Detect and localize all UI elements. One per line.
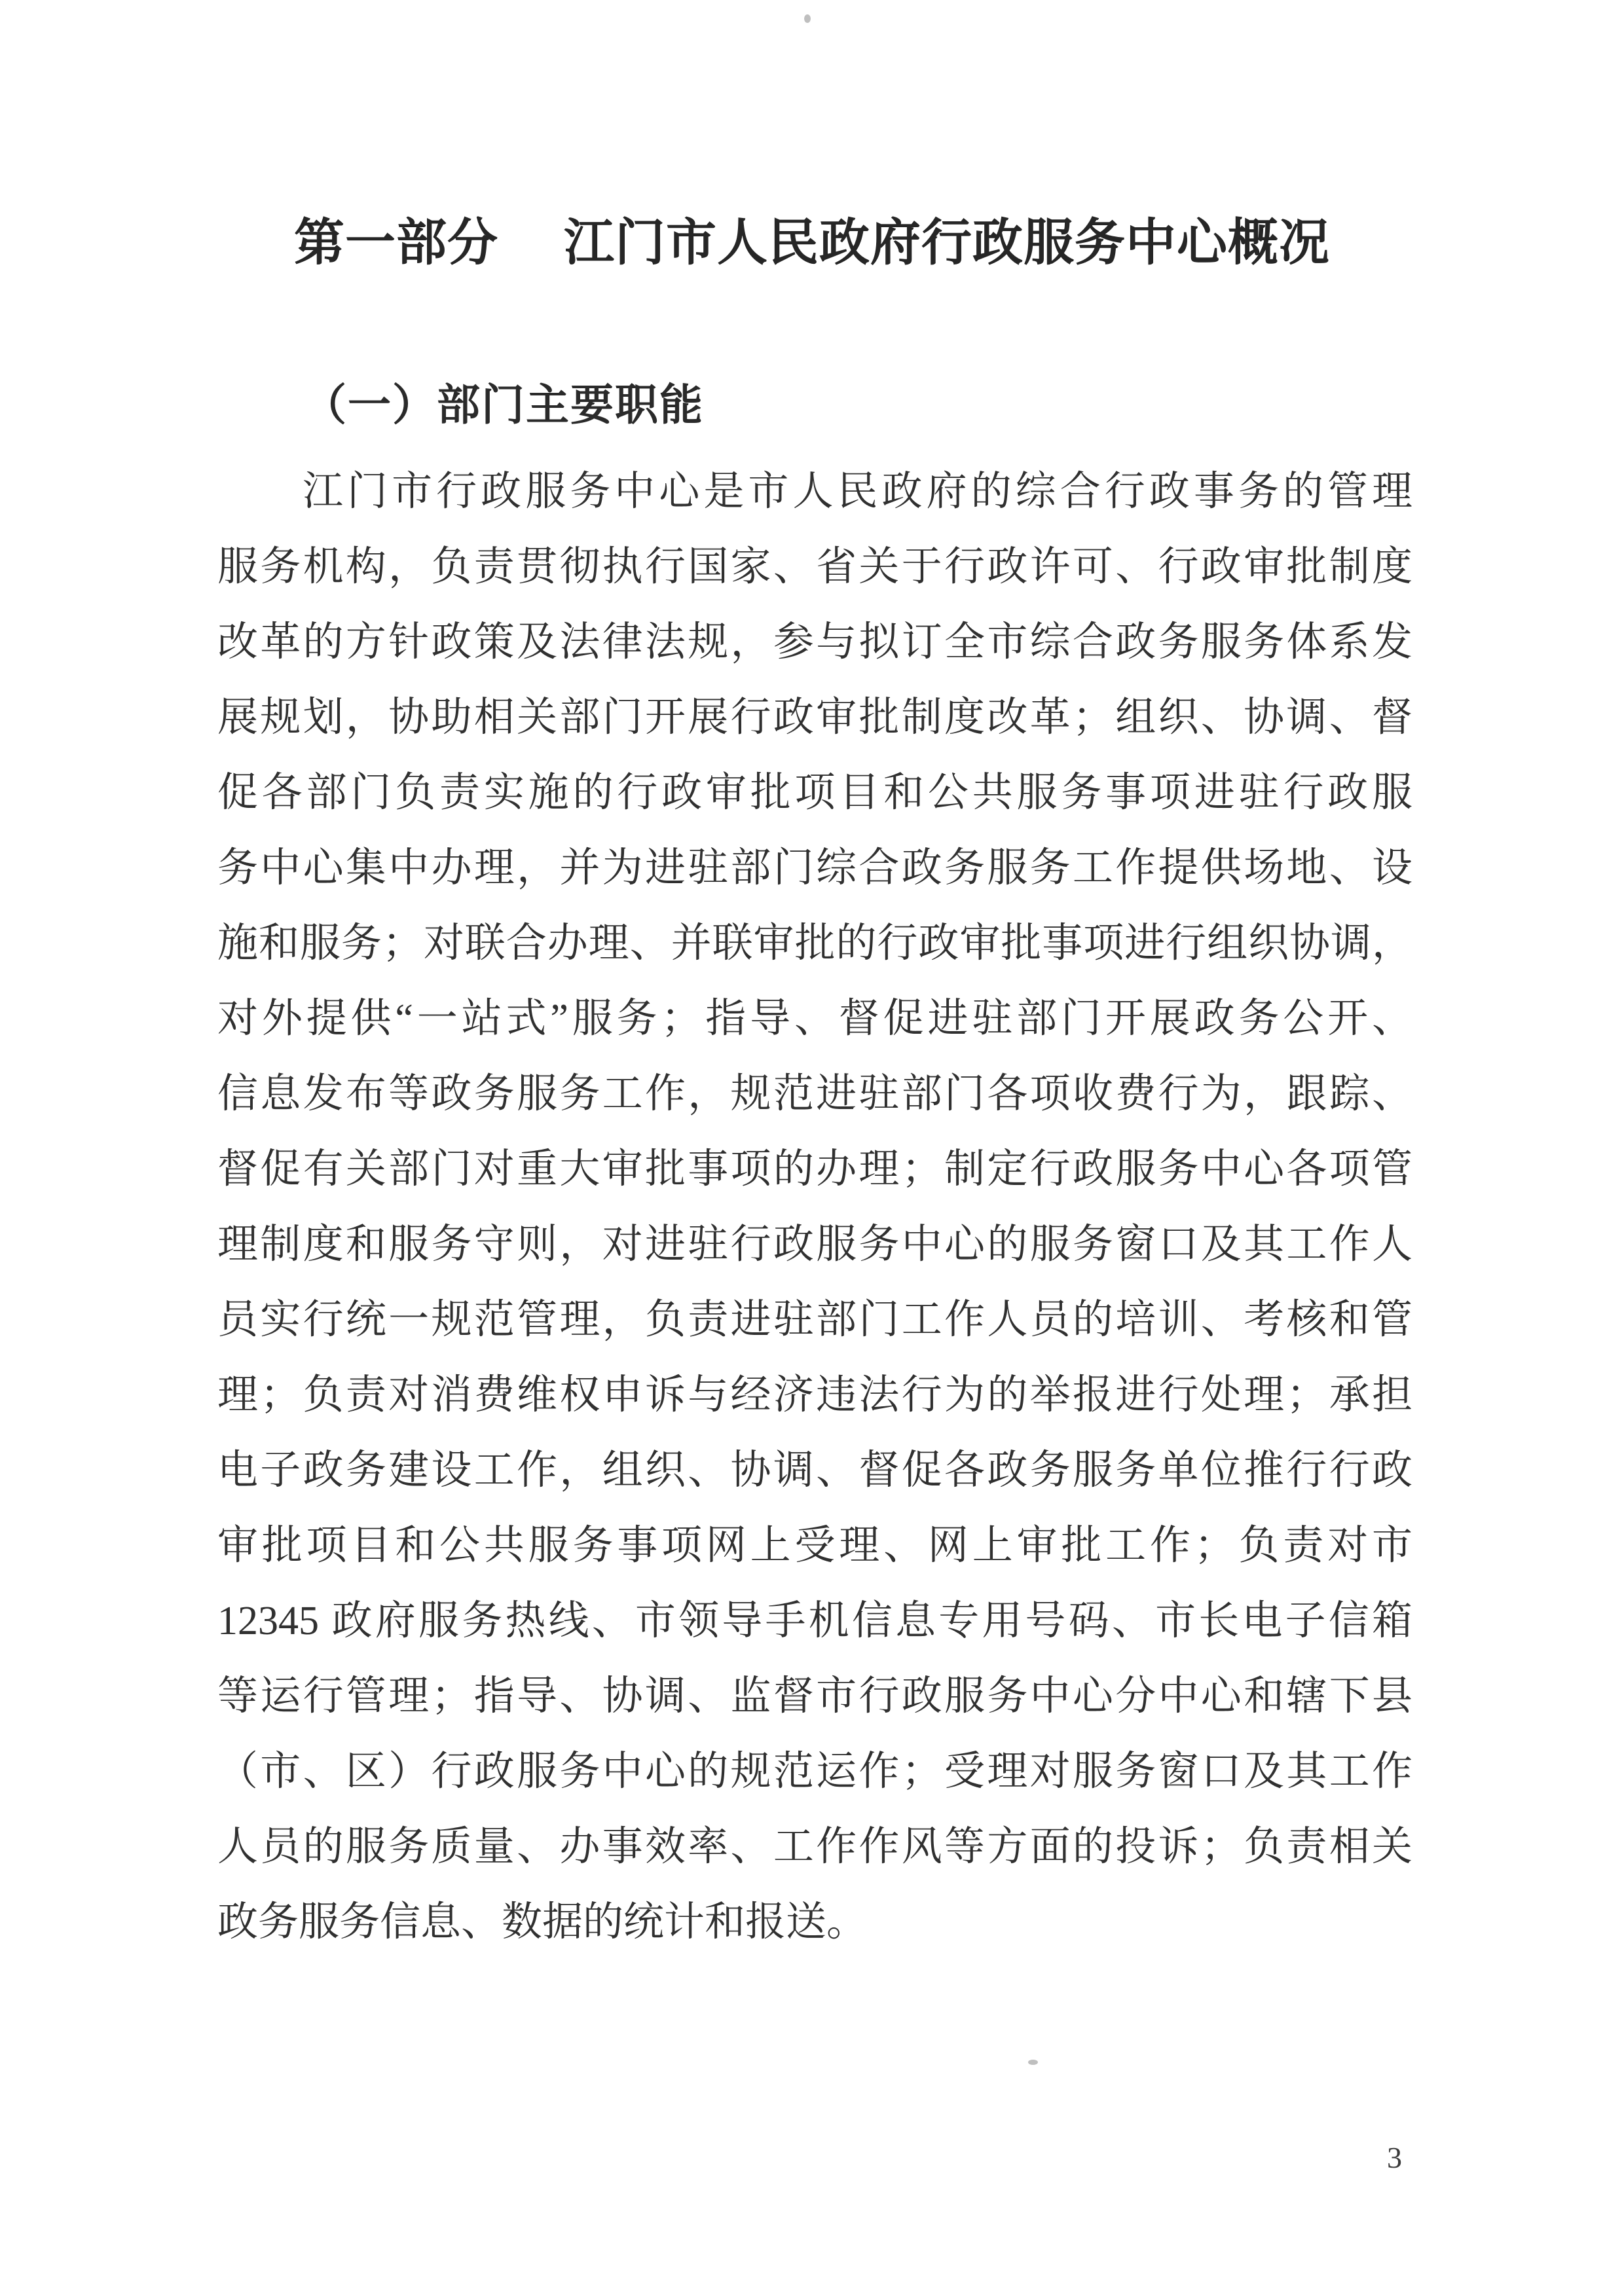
page-title — [0, 215, 1624, 271]
page-number: 3 — [1387, 2141, 1402, 2174]
paragraph-line: 江门市行政服务中心是市人民政府的综合行政事务的管理 — [303, 469, 1412, 514]
paragraph — [217, 454, 1412, 1960]
paragraph-line: 政务服务信息、数据的统计和报送。 — [217, 1900, 868, 1944]
paragraph-line: 电子政务建设工作，组织、协调、督促各政务服务单位推行行政 — [217, 1448, 1412, 1493]
paragraph-line: （市、区）行政服务中心的规范运作；受理对服务窗口及其工作 — [217, 1749, 1412, 1794]
scan-speck — [804, 14, 811, 23]
paragraph-line: 人员的服务质量、办事效率、工作作风等方面的投诉；负责相关 — [217, 1825, 1412, 1869]
paragraph-line: 施和服务；对联合办理、并联审批的行政审批事项进行组织协调， — [217, 921, 1412, 966]
section-heading: （一）部门主要职能 — [303, 380, 704, 429]
paragraph-line: 服务机构，负责贯彻执行国家、省关于行政许可、行政审批制度 — [217, 545, 1412, 589]
page-title-part-number: 第一部分 — [294, 215, 498, 271]
paragraph-line: 等运行管理；指导、协调、监督市行政服务中心分中心和辖下县 — [217, 1674, 1412, 1719]
paragraph-line: 展规划，协助相关部门开展行政审批制度改革；组织、协调、督 — [217, 695, 1412, 740]
paragraph-line: 理；负责对消费维权申诉与经济违法行为的举报进行处理；承担 — [217, 1373, 1412, 1417]
paragraph-line: 审批项目和公共服务事项网上受理、网上审批工作；负责对市 — [217, 1523, 1412, 1568]
paragraph-line: 12345 政府服务热线、市领导手机信息专用号码、市长电子信箱 — [217, 1599, 1412, 1643]
paragraph-line: 促各部门负责实施的行政审批项目和公共服务事项进驻行政服 — [217, 771, 1412, 815]
paragraph-line: 督促有关部门对重大审批事项的办理；制定行政服务中心各项管 — [217, 1147, 1412, 1192]
page-title-part-name: 江门市人民政府行政服务中心概况 — [564, 215, 1330, 271]
paragraph-line: 对外提供“一站式”服务；指导、督促进驻部门开展政务公开、 — [217, 996, 1412, 1041]
paragraph-line: 员实行统一规范管理，负责进驻部门工作人员的培训、考核和管 — [217, 1298, 1412, 1342]
paragraph-line: 务中心集中办理，并为进驻部门综合政务服务工作提供场地、设 — [217, 846, 1412, 890]
paragraph-line: 信息发布等政务服务工作，规范进驻部门各项收费行为，跟踪、 — [217, 1072, 1412, 1116]
scan-speck — [1028, 2060, 1038, 2065]
paragraph-line: 理制度和服务守则，对进驻行政服务中心的服务窗口及其工作人 — [217, 1222, 1412, 1267]
paragraph-line: 改革的方针政策及法律法规，参与拟订全市综合政务服务体系发 — [217, 620, 1412, 665]
